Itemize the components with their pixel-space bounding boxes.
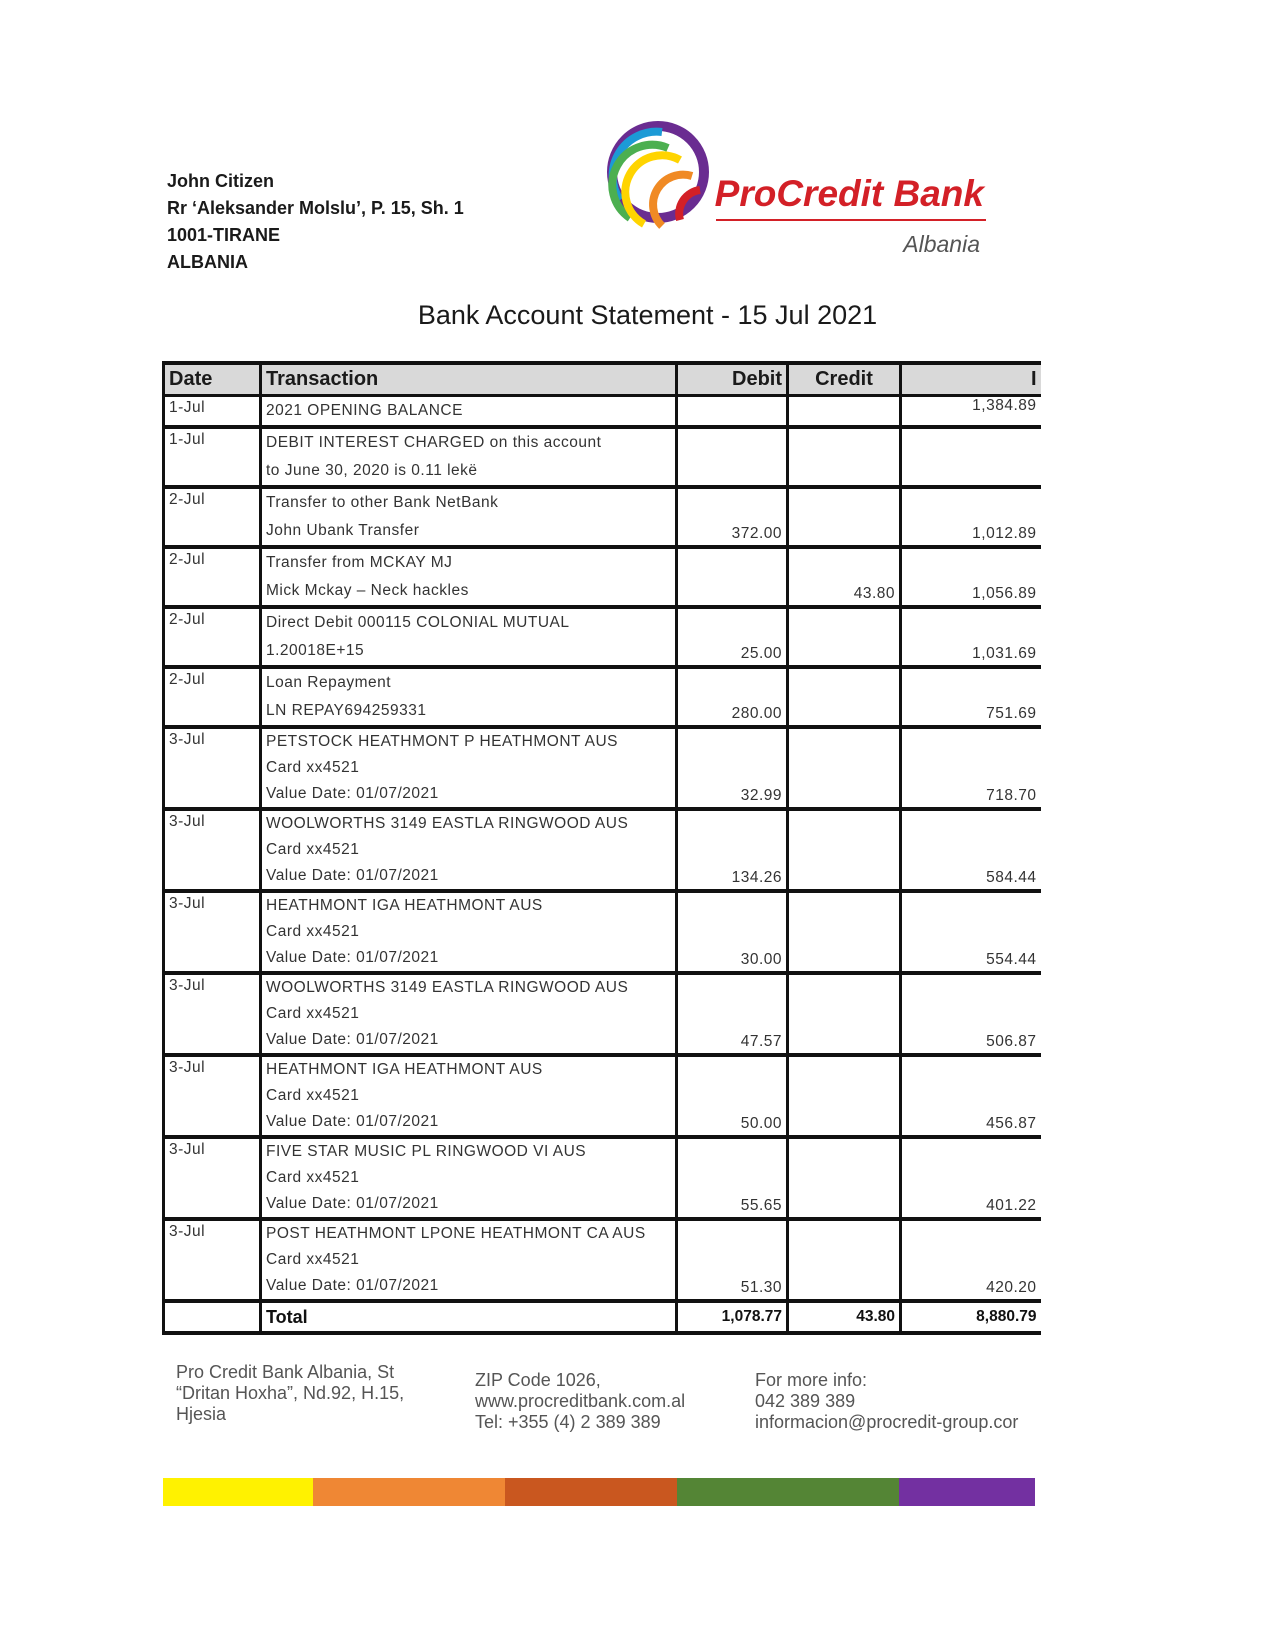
table-row — [164, 1137, 1041, 1219]
transaction-line: Loan Repayment — [266, 674, 392, 691]
row-debit: 51.30 — [677, 1219, 788, 1301]
logo-brand-text: ProCredit Bank — [714, 173, 984, 214]
row-date: 3-Jul — [164, 1055, 261, 1137]
color-bar-segment — [677, 1478, 899, 1506]
transaction-line: LN REPAY694259331 — [266, 702, 427, 719]
row-debit: 55.65 — [677, 1137, 788, 1219]
transaction-line: Card xx4521 — [266, 1169, 360, 1186]
row-transaction — [261, 487, 677, 547]
table-row — [164, 607, 1041, 667]
row-balance: 456.87 — [901, 1055, 1041, 1137]
transaction-line: Direct Debit 000115 COLONIAL MUTUAL — [266, 614, 570, 631]
row-balance: 751.69 — [901, 667, 1041, 727]
row-credit — [788, 607, 901, 667]
customer-address-line3: ALBANIA — [167, 252, 248, 272]
transaction-line: Value Date: 01/07/2021 — [266, 1195, 439, 1212]
row-balance: 1,384.89 — [901, 396, 1041, 428]
row-date: 3-Jul — [164, 973, 261, 1055]
footer-email: informacion@procredit-group.cor — [755, 1412, 1019, 1432]
transaction-line: 1.20018E+15 — [266, 642, 365, 659]
row-credit — [788, 809, 901, 891]
customer-address-block — [167, 168, 464, 276]
row-debit: 47.57 — [677, 973, 788, 1055]
transaction-line: to June 30, 2020 is 0.11 lekë — [266, 462, 478, 479]
row-transaction — [261, 547, 677, 607]
row-date: 2-Jul — [164, 607, 261, 667]
total-credit: 43.80 — [788, 1301, 901, 1333]
row-transaction — [261, 607, 677, 667]
row-date: 3-Jul — [164, 1137, 261, 1219]
row-balance: 1,012.89 — [901, 487, 1041, 547]
transaction-line: FIVE STAR MUSIC PL RINGWOOD VI AUS — [266, 1143, 587, 1160]
footer-more-info — [755, 1370, 1035, 1433]
footer-line: Pro Credit Bank Albania, St — [176, 1362, 395, 1382]
header-transaction: Transaction — [261, 363, 677, 396]
row-date: 2-Jul — [164, 487, 261, 547]
row-credit — [788, 396, 901, 428]
color-bar-segment — [505, 1478, 677, 1506]
row-transaction — [261, 667, 677, 727]
table-row — [164, 1219, 1041, 1301]
footer-line: ZIP Code 1026, — [475, 1370, 601, 1390]
transaction-line: HEATHMONT IGA HEATHMONT AUS — [266, 897, 543, 914]
row-credit — [788, 727, 901, 809]
row-debit: 25.00 — [677, 607, 788, 667]
row-transaction — [261, 427, 677, 487]
total-label: Total — [261, 1301, 677, 1333]
statement-title: Bank Account Statement - 15 Jul 2021 — [417, 300, 878, 330]
row-debit: 134.26 — [677, 809, 788, 891]
row-date: 3-Jul — [164, 727, 261, 809]
table-row — [164, 667, 1041, 727]
row-debit: 50.00 — [677, 1055, 788, 1137]
transaction-line: PETSTOCK HEATHMONT P HEATHMONT AUS — [266, 733, 619, 750]
transaction-line: Value Date: 01/07/2021 — [266, 949, 439, 966]
table-row — [164, 973, 1041, 1055]
row-transaction — [261, 396, 677, 428]
table-header-row — [164, 363, 1041, 396]
row-transaction — [261, 727, 677, 809]
table-row — [164, 427, 1041, 487]
row-debit: 30.00 — [677, 891, 788, 973]
row-debit — [677, 547, 788, 607]
customer-name: John Citizen — [167, 171, 274, 191]
row-balance: 420.20 — [901, 1219, 1041, 1301]
row-debit: 32.99 — [677, 727, 788, 809]
row-credit — [788, 973, 901, 1055]
row-balance: 554.44 — [901, 891, 1041, 973]
transaction-line: John Ubank Transfer — [266, 522, 420, 539]
transaction-line: WOOLWORTHS 3149 EASTLA RINGWOOD AUS — [266, 815, 629, 832]
transaction-line: Mick Mckay – Neck hackles — [266, 582, 469, 599]
globe-icon — [612, 126, 704, 226]
color-bar-segment — [163, 1478, 313, 1506]
transaction-line: Transfer to other Bank NetBank — [266, 494, 499, 511]
transaction-line: HEATHMONT IGA HEATHMONT AUS — [266, 1061, 543, 1078]
footer-line: Tel: +355 (4) 2 389 389 — [475, 1412, 661, 1432]
customer-address-line1: Rr ‘Aleksander Molslu’, P. 15, Sh. 1 — [167, 198, 464, 218]
row-transaction — [261, 1137, 677, 1219]
footer-bank-address — [176, 1362, 446, 1425]
footer-line: For more info: — [755, 1370, 868, 1390]
transaction-line: Card xx4521 — [266, 923, 360, 940]
footer-line: “Dritan Hoxha”, Nd.92, H.15, — [176, 1383, 405, 1403]
brand-color-bar — [163, 1478, 1035, 1506]
transaction-line: 2021 OPENING BALANCE — [266, 402, 463, 419]
footer-website: www.procreditbank.com.al — [475, 1391, 686, 1411]
total-row — [164, 1301, 1041, 1333]
transaction-line: WOOLWORTHS 3149 EASTLA RINGWOOD AUS — [266, 979, 629, 996]
row-transaction — [261, 1219, 677, 1301]
row-date: 2-Jul — [164, 547, 261, 607]
row-credit — [788, 1055, 901, 1137]
row-transaction — [261, 973, 677, 1055]
row-transaction — [261, 1055, 677, 1137]
transaction-line: DEBIT INTEREST CHARGED on this account — [266, 434, 602, 451]
footer-line: Hjesia — [176, 1404, 227, 1424]
row-date: 2-Jul — [164, 667, 261, 727]
row-balance — [901, 427, 1041, 487]
row-balance: 506.87 — [901, 973, 1041, 1055]
transaction-line: Card xx4521 — [266, 1251, 360, 1268]
row-balance: 584.44 — [901, 809, 1041, 891]
row-transaction — [261, 891, 677, 973]
logo-sub-text: Albania — [903, 231, 980, 257]
table-row — [164, 547, 1041, 607]
header-debit: Debit — [677, 363, 788, 396]
header-date: Date — [164, 363, 261, 396]
table-row — [164, 891, 1041, 973]
table-row — [164, 487, 1041, 547]
row-debit — [677, 396, 788, 428]
row-credit — [788, 891, 901, 973]
transactions-table — [162, 361, 1041, 1335]
row-date: 1-Jul — [164, 396, 261, 428]
customer-address-line2: 1001-TIRANE — [167, 225, 281, 245]
row-credit: 43.80 — [788, 547, 901, 607]
row-balance: 1,056.89 — [901, 547, 1041, 607]
row-date: 3-Jul — [164, 891, 261, 973]
row-credit — [788, 1137, 901, 1219]
row-credit — [788, 667, 901, 727]
total-empty-cell — [164, 1301, 261, 1333]
row-transaction — [261, 809, 677, 891]
transaction-line: POST HEATHMONT LPONE HEATHMONT CA AUS — [266, 1225, 646, 1242]
header-credit: Credit — [788, 363, 901, 396]
row-balance: 401.22 — [901, 1137, 1041, 1219]
transaction-line: Value Date: 01/07/2021 — [266, 1113, 439, 1130]
row-balance: 1,031.69 — [901, 607, 1041, 667]
row-date: 1-Jul — [164, 427, 261, 487]
table-row — [164, 396, 1041, 428]
row-credit — [788, 1219, 901, 1301]
transaction-line: Card xx4521 — [266, 841, 360, 858]
color-bar-segment — [899, 1478, 1035, 1506]
row-balance: 718.70 — [901, 727, 1041, 809]
total-balance: 8,880.79 — [901, 1301, 1041, 1333]
transaction-line: Value Date: 01/07/2021 — [266, 785, 439, 802]
transaction-line: Value Date: 01/07/2021 — [266, 1277, 439, 1294]
total-debit: 1,078.77 — [677, 1301, 788, 1333]
table-row — [164, 809, 1041, 891]
footer-line: 042 389 389 — [755, 1391, 856, 1411]
transaction-line: Card xx4521 — [266, 759, 360, 776]
procredit-logo — [596, 120, 988, 270]
header-balance: I — [901, 363, 1041, 396]
transaction-line: Value Date: 01/07/2021 — [266, 867, 439, 884]
row-date: 3-Jul — [164, 809, 261, 891]
row-credit — [788, 487, 901, 547]
row-credit — [788, 427, 901, 487]
row-debit: 280.00 — [677, 667, 788, 727]
table-row — [164, 727, 1041, 809]
transaction-line: Card xx4521 — [266, 1005, 360, 1022]
transaction-line: Value Date: 01/07/2021 — [266, 1031, 439, 1048]
color-bar-segment — [313, 1478, 505, 1506]
table-row — [164, 1055, 1041, 1137]
row-date: 3-Jul — [164, 1219, 261, 1301]
footer-contact — [475, 1370, 685, 1433]
row-debit — [677, 427, 788, 487]
transaction-line: Card xx4521 — [266, 1087, 360, 1104]
table-body — [164, 396, 1041, 1302]
row-debit: 372.00 — [677, 487, 788, 547]
transaction-line: Transfer from MCKAY MJ — [266, 554, 453, 571]
